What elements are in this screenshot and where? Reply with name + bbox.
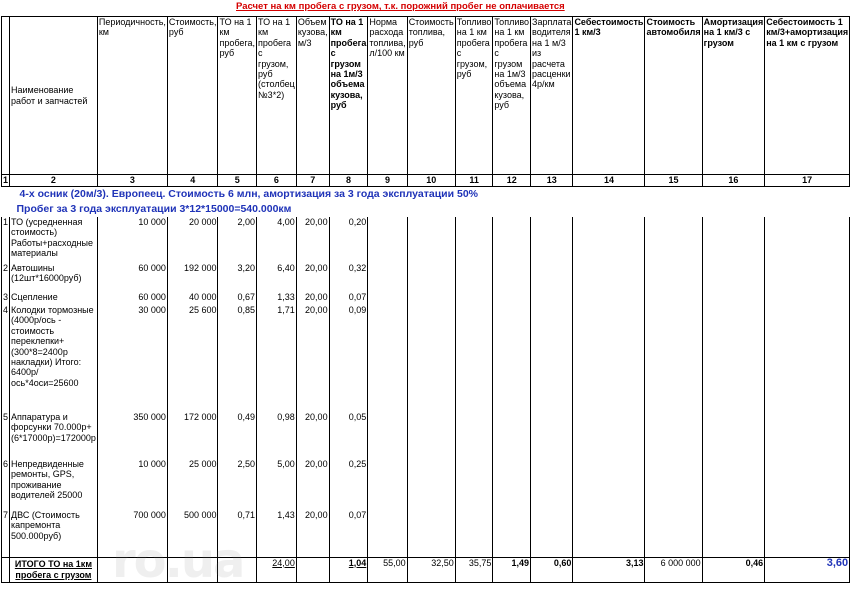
empty-cell: [702, 459, 765, 510]
total-final: 3,60: [765, 557, 850, 582]
empty-cell: [407, 263, 455, 292]
cell-n: 5: [2, 412, 10, 459]
cell-cost: 500 000: [167, 510, 218, 557]
empty-cell: [645, 412, 702, 459]
watermark: ro.ua: [112, 533, 244, 589]
table-row: [2, 263, 850, 292]
cell-name: Непредвиденные ремонты, GPS, проживание водителей 25000: [10, 459, 98, 510]
cell-cost: 192 000: [167, 263, 218, 292]
cell-n: 6: [2, 459, 10, 510]
header-cell-1: [2, 17, 10, 175]
cell-per-km: 3,20: [218, 263, 257, 292]
col-num: 7: [296, 175, 329, 187]
empty-cell: [765, 263, 850, 292]
info-row-1: [2, 187, 850, 203]
col-num: 17: [765, 175, 850, 187]
total-cost-m3: 3,13: [573, 557, 645, 582]
cell-cost: 40 000: [167, 292, 218, 305]
cell-period: 60 000: [97, 263, 167, 292]
col-num: 5: [218, 175, 257, 187]
empty-cell: [573, 217, 645, 263]
empty-cell: [368, 412, 407, 459]
col-num: 3: [97, 175, 167, 187]
total-cell: [167, 557, 218, 582]
empty-cell: [407, 305, 455, 412]
cell-per-m3: 0,07: [329, 510, 368, 557]
total-row: [2, 557, 850, 582]
header-cell-2: Наименование работ и запчастей: [10, 17, 98, 175]
empty-cell: [493, 217, 531, 263]
col-num: 2: [10, 175, 98, 187]
empty-cell: [573, 263, 645, 292]
cell-per-m3: 0,20: [329, 217, 368, 263]
cell-per-km: 2,00: [218, 217, 257, 263]
total-cell: [218, 557, 257, 582]
total-fuel-norm: 55,00: [368, 557, 407, 582]
cell-volume: 20,00: [296, 459, 329, 510]
header-cell-13: Зарплата водителя на 1 м/3 из расчета расценки 4р/км: [531, 17, 573, 175]
empty-cell: [702, 292, 765, 305]
col-num: 1: [3, 175, 9, 185]
empty-cell: [493, 263, 531, 292]
cell-n: 1: [2, 217, 10, 263]
empty-cell: [407, 412, 455, 459]
empty-cell: [573, 510, 645, 557]
cell-per-km: 0,49: [218, 412, 257, 459]
total-car-price: 6 000 000: [645, 557, 702, 582]
header-cell-5: ТО на 1 км пробега, руб: [218, 17, 257, 175]
empty-cell: [702, 412, 765, 459]
cell-per-m3: 0,32: [329, 263, 368, 292]
empty-cell: [765, 459, 850, 510]
col-num: 13: [531, 175, 573, 187]
cell-period: 700 000: [97, 510, 167, 557]
empty-cell: [368, 305, 407, 412]
cell-volume: 20,00: [296, 217, 329, 263]
cell-per-m3: 0,09: [329, 305, 368, 412]
empty-cell: [765, 510, 850, 557]
header-cell-16: Амортизация на 1 км/3 с грузом: [702, 17, 765, 175]
empty-cell: [368, 263, 407, 292]
empty-cell: [573, 292, 645, 305]
empty-cell: [531, 459, 573, 510]
cell-per-km-load: 1,33: [257, 292, 297, 305]
total-label: ИТОГО ТО на 1км пробега с грузом: [10, 557, 98, 582]
cell-cost: 25 000: [167, 459, 218, 510]
total-per-m3: 1,04: [329, 557, 368, 582]
col-num: 6: [257, 175, 297, 187]
col-num: 9: [368, 175, 407, 187]
cost-table: [1, 16, 850, 589]
cell-per-km-load: 4,00: [257, 217, 297, 263]
total-fuel-price: 32,50: [407, 557, 455, 582]
empty-cell: [407, 217, 455, 263]
header-row: [2, 17, 850, 175]
empty-cell: [455, 217, 493, 263]
cell-per-km-load: 1,43: [257, 510, 297, 557]
table-row: [2, 459, 850, 510]
empty-cell: [455, 263, 493, 292]
cell-name: Сцепление: [10, 292, 98, 305]
empty-cell: [531, 292, 573, 305]
empty-cell: [765, 292, 850, 305]
empty-cell: [531, 263, 573, 292]
table-row: [2, 217, 850, 263]
col-num: 15: [645, 175, 702, 187]
total-fuel-per-km: 35,75: [455, 557, 493, 582]
empty-cell: [645, 459, 702, 510]
header-cell-8: ТО на 1 км пробега с грузом на 1м/3 объема кузова, руб: [329, 17, 368, 175]
cell-volume: 20,00: [296, 412, 329, 459]
header-cell-11: Топливо на 1 км пробега с грузом, руб: [455, 17, 493, 175]
header-cell-6: ТО на 1 км пробега с грузом, руб (столбец №3*2): [257, 17, 297, 175]
empty-cell: [493, 412, 531, 459]
cell-cost: 172 000: [167, 412, 218, 459]
cell-cost: 25 600: [167, 305, 218, 412]
total-cell: [296, 557, 329, 582]
cell-per-km-load: 1,71: [257, 305, 297, 412]
cell-per-km-load: 6,40: [257, 263, 297, 292]
total-salary: 0,60: [531, 557, 573, 582]
cell-name: ДВС (Стоимость капремонта 500.000руб): [10, 510, 98, 557]
info-line-1: 4-х осник (20м/3). Европеец. Стоимость 6 млн, амортизация за 3 года эксплуатации 50%: [19, 188, 478, 200]
cell-period: 350 000: [97, 412, 167, 459]
cell-per-km: 0,85: [218, 305, 257, 412]
header-cell-3: Периодичность, км: [97, 17, 167, 175]
empty-cell: [368, 292, 407, 305]
cell-name: Аппаратура и форсунки 70.000р+(6*17000р)=172000р: [10, 412, 98, 459]
cell-per-km: 2,50: [218, 459, 257, 510]
cell-n: 7: [2, 510, 10, 557]
empty-cell: [531, 412, 573, 459]
empty-cell: [455, 292, 493, 305]
total-amortization: 0,46: [702, 557, 765, 582]
table-row: [2, 292, 850, 305]
cell-volume: 20,00: [296, 263, 329, 292]
total-fuel-per-m3: 1,49: [493, 557, 531, 582]
empty-cell: [455, 459, 493, 510]
empty-cell: [702, 305, 765, 412]
col-num: 8: [329, 175, 368, 187]
total-cell: [97, 557, 167, 582]
empty-cell: [573, 459, 645, 510]
table-row: [2, 412, 850, 459]
empty-cell: [407, 510, 455, 557]
cell-period: 60 000: [97, 292, 167, 305]
cell-period: 30 000: [97, 305, 167, 412]
cell-volume: 20,00: [296, 292, 329, 305]
cell-period: 10 000: [97, 217, 167, 263]
empty-cell: [765, 305, 850, 412]
empty-cell: [368, 510, 407, 557]
cell-cost: 20 000: [167, 217, 218, 263]
empty-cell: [531, 510, 573, 557]
empty-cell: [493, 292, 531, 305]
col-num: 4: [167, 175, 218, 187]
empty-cell: [531, 305, 573, 412]
empty-cell: [702, 217, 765, 263]
header-note: Расчет на км пробега с грузом, т.к. порожний пробег не оплачивается: [236, 1, 565, 12]
header-cell-17: Себестоимость 1 км/3+амортизация на 1 км с грузом: [765, 17, 850, 175]
empty-cell: [645, 292, 702, 305]
header-cell-9: Норма расхода топлива, л/100 км: [368, 17, 407, 175]
header-cell-15: Стоимость автомобиля: [645, 17, 702, 175]
cell-n: 2: [2, 263, 10, 292]
total-per-km-load: 24,00: [257, 557, 297, 582]
cell-per-m3: 0,25: [329, 459, 368, 510]
header-cell-4: Стоимость, руб: [167, 17, 218, 175]
empty-cell: [765, 217, 850, 263]
cell-name: Колодки тормозные (4000р/ось - стоимость переклепки+(300*8=2400р накладки) Итого: 6400р/ось*4оси=25600: [10, 305, 98, 412]
header-cell-7: Объем кузова, м/3: [296, 17, 329, 175]
cell-per-km-load: 0,98: [257, 412, 297, 459]
info-line-2: Пробег за 3 года эксплуатации 3*12*15000=540.000км: [16, 203, 292, 215]
col-num: 12: [493, 175, 531, 187]
empty-cell: [455, 305, 493, 412]
cell-per-m3: 0,05: [329, 412, 368, 459]
table-row: [2, 510, 850, 557]
total-cell: [2, 557, 10, 582]
cell-volume: 20,00: [296, 510, 329, 557]
cell-per-km: 0,67: [218, 292, 257, 305]
col-num: 14: [573, 175, 645, 187]
col-num: 11: [455, 175, 493, 187]
cell-n: 4: [2, 305, 10, 412]
empty-cell: [455, 412, 493, 459]
empty-cell: [573, 305, 645, 412]
cell-per-km: 0,71: [218, 510, 257, 557]
header-cell-10: Стоимость топлива, руб: [407, 17, 455, 175]
cell-per-m3: 0,07: [329, 292, 368, 305]
cell-period: 10 000: [97, 459, 167, 510]
empty-cell: [455, 510, 493, 557]
empty-cell: [645, 305, 702, 412]
empty-cell: [765, 412, 850, 459]
info-row-2: [2, 202, 850, 217]
header-cell-12: Топливо на 1 км пробега с грузом на 1м/3 объема кузова, руб: [493, 17, 531, 175]
empty-cell: [645, 217, 702, 263]
empty-cell: [573, 412, 645, 459]
empty-cell: [407, 459, 455, 510]
empty-cell: [702, 263, 765, 292]
cell-per-km-load: 5,00: [257, 459, 297, 510]
table-row: [2, 305, 850, 412]
cell-name: Автошины (12шт*16000руб): [10, 263, 98, 292]
cell-volume: 20,00: [296, 305, 329, 412]
header-cell-14: Себестоимость 1 км/3: [573, 17, 645, 175]
table-body: [2, 217, 850, 557]
empty-cell: [368, 459, 407, 510]
empty-cell: [493, 459, 531, 510]
empty-cell: [493, 305, 531, 412]
cell-name: ТО (усредненная стоимость) Работы+расходные материалы: [10, 217, 98, 263]
cell-n: 3: [2, 292, 10, 305]
empty-cell: [368, 217, 407, 263]
empty-cell: [407, 292, 455, 305]
empty-cell: [645, 510, 702, 557]
col-num: 10: [407, 175, 455, 187]
empty-cell: [702, 510, 765, 557]
col-num: 16: [702, 175, 765, 187]
column-number-row: [2, 175, 850, 187]
empty-cell: [531, 217, 573, 263]
empty-cell: [493, 510, 531, 557]
empty-cell: [645, 263, 702, 292]
